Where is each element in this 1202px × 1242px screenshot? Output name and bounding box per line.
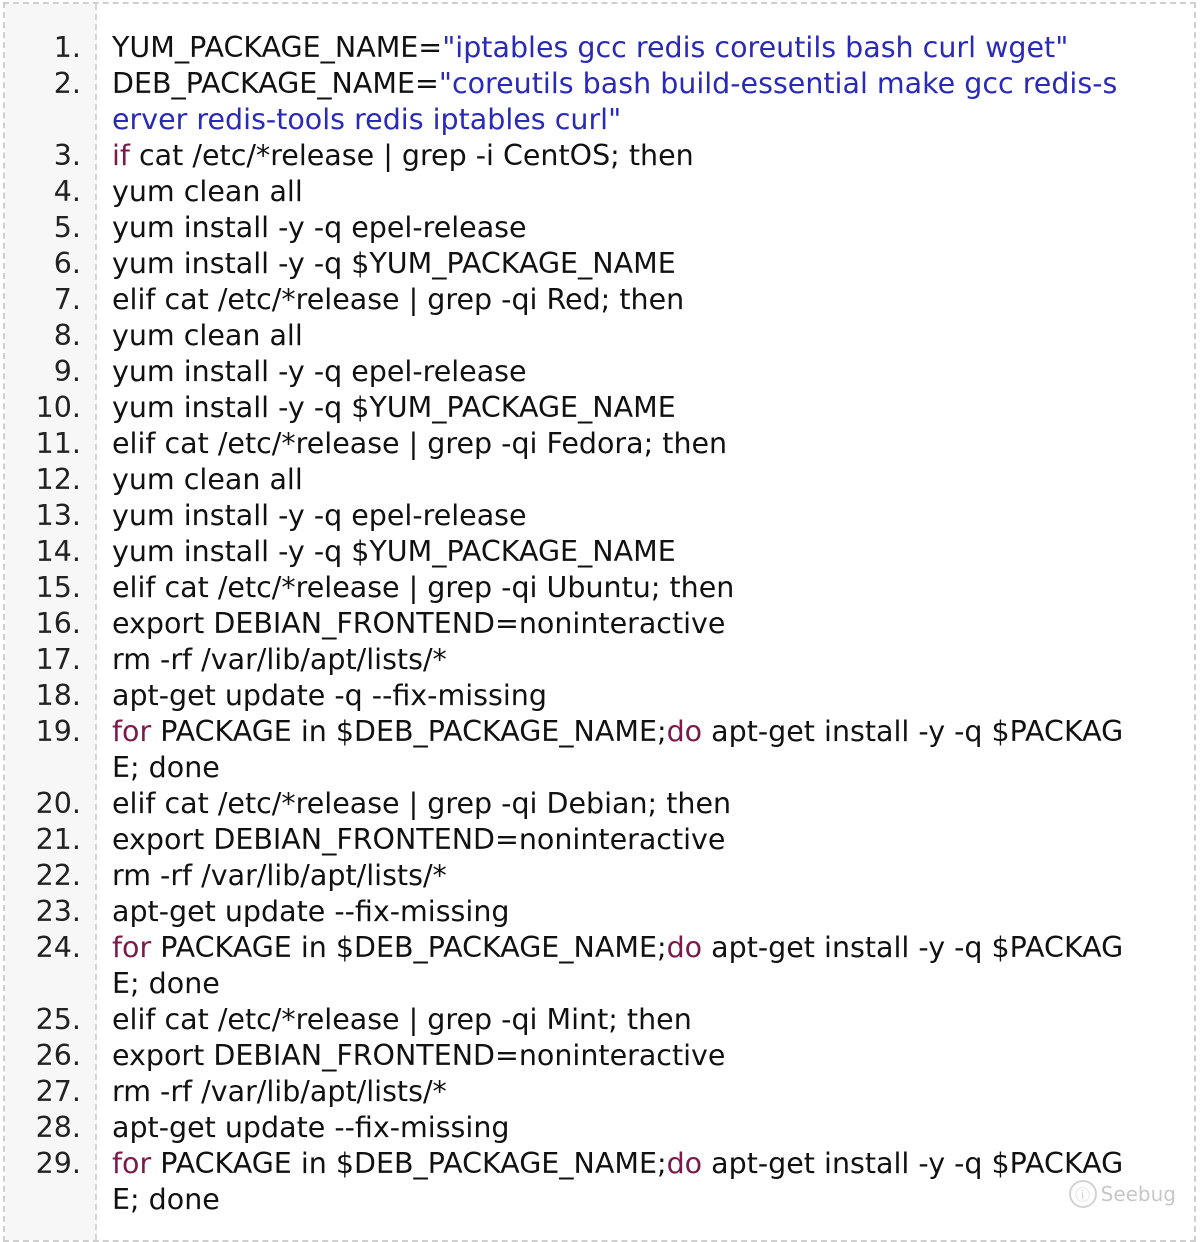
- code-token: apt-get update --fix-missing: [112, 1111, 509, 1144]
- code-token: YUM_PACKAGE_NAME=: [112, 31, 442, 64]
- code-line: [5, 1110, 1194, 1146]
- line-number: 28.: [5, 1110, 81, 1146]
- code-token: PACKAGE in $DEB_PACKAGE_NAME;: [151, 931, 666, 964]
- line-number: 20.: [5, 786, 81, 822]
- line-text: [112, 462, 1124, 498]
- watermark: [1069, 1180, 1176, 1208]
- line-text: [112, 246, 1124, 282]
- code-token: cat /etc/*release | grep -i CentOS; then: [130, 139, 694, 172]
- line-text: [112, 138, 1124, 174]
- line-number: 14.: [5, 534, 81, 570]
- code-token: yum install -y -q $YUM_PACKAGE_NAME: [112, 535, 676, 568]
- code-token: yum clean all: [112, 319, 303, 352]
- line-text: [112, 282, 1124, 318]
- line-number: 5.: [5, 210, 81, 246]
- code-token: yum clean all: [112, 463, 303, 496]
- code-token: yum install -y -q $YUM_PACKAGE_NAME: [112, 391, 676, 424]
- code-token: apt-get install -y -q $PACKAGE; done: [112, 1147, 1123, 1216]
- line-text: [112, 570, 1124, 606]
- line-text: [112, 66, 1124, 138]
- code-line: [5, 498, 1194, 534]
- line-number: 17.: [5, 642, 81, 678]
- code-token: elif cat /etc/*release | grep -qi Red; then: [112, 283, 684, 316]
- code-token: rm -rf /var/lib/apt/lists/*: [112, 1075, 447, 1108]
- line-number: 25.: [5, 1002, 81, 1038]
- code-token: elif cat /etc/*release | grep -qi Mint; then: [112, 1003, 692, 1036]
- line-number: 6.: [5, 246, 81, 282]
- line-number: 18.: [5, 678, 81, 714]
- line-text: [112, 714, 1124, 786]
- code-line: [5, 822, 1194, 858]
- line-number: 15.: [5, 570, 81, 606]
- line-text: [112, 894, 1124, 930]
- code-token: export DEBIAN_FRONTEND=noninteractive: [112, 1039, 725, 1072]
- code-token: yum install -y -q epel-release: [112, 355, 527, 388]
- line-number: 1.: [5, 30, 81, 66]
- code-token: apt-get install -y -q $PACKAGE; done: [112, 931, 1123, 1000]
- keyword-token: for: [112, 715, 151, 748]
- code-token: export DEBIAN_FRONTEND=noninteractive: [112, 823, 725, 856]
- code-line: [5, 210, 1194, 246]
- line-number: 2.: [5, 66, 81, 102]
- keyword-token: for: [112, 1147, 151, 1180]
- code-line: [5, 642, 1194, 678]
- string-token: "coreutils bash build-essential make gcc redis-server redis-tools redis iptables curl": [112, 67, 1117, 136]
- line-text: [112, 210, 1124, 246]
- line-text: [112, 354, 1124, 390]
- code-block: [3, 2, 1196, 1242]
- code-line: [5, 462, 1194, 498]
- code-line: [5, 318, 1194, 354]
- line-number: 16.: [5, 606, 81, 642]
- code-line: [5, 390, 1194, 426]
- line-text: [112, 930, 1124, 1002]
- code-line: [5, 66, 1194, 138]
- line-number: 21.: [5, 822, 81, 858]
- code-line: [5, 282, 1194, 318]
- line-number: 4.: [5, 174, 81, 210]
- code-token: DEB_PACKAGE_NAME=: [112, 67, 439, 100]
- line-text: [112, 786, 1124, 822]
- line-text: [112, 642, 1124, 678]
- line-text: [112, 426, 1124, 462]
- line-text: [112, 1038, 1124, 1074]
- code-line: [5, 174, 1194, 210]
- keyword-token: for: [112, 931, 151, 964]
- line-number: 7.: [5, 282, 81, 318]
- code-line: [5, 1146, 1194, 1218]
- code-line: [5, 894, 1194, 930]
- seebug-logo-icon: ⓘ: [1069, 1180, 1097, 1208]
- line-number: 11.: [5, 426, 81, 462]
- code-line: [5, 858, 1194, 894]
- keyword-token: do: [667, 715, 703, 748]
- code-token: apt-get install -y -q $PACKAGE; done: [112, 715, 1123, 784]
- line-number: 13.: [5, 498, 81, 534]
- code-line: [5, 30, 1194, 66]
- line-number: 22.: [5, 858, 81, 894]
- line-text: [112, 1110, 1124, 1146]
- line-number: 23.: [5, 894, 81, 930]
- line-number: 29.: [5, 1146, 81, 1182]
- line-text: [112, 318, 1124, 354]
- line-text: [112, 30, 1124, 66]
- line-text: [112, 1146, 1124, 1218]
- line-text: [112, 678, 1124, 714]
- line-number: 12.: [5, 462, 81, 498]
- code-line: [5, 426, 1194, 462]
- code-line: [5, 606, 1194, 642]
- keyword-token: do: [667, 931, 703, 964]
- keyword-token: if: [112, 139, 130, 172]
- line-text: [112, 534, 1124, 570]
- code-listing: [5, 30, 1194, 1218]
- code-token: yum install -y -q epel-release: [112, 499, 527, 532]
- code-line: [5, 354, 1194, 390]
- code-token: elif cat /etc/*release | grep -qi Fedora; then: [112, 427, 727, 460]
- code-line: [5, 534, 1194, 570]
- line-number: 19.: [5, 714, 81, 750]
- line-text: [112, 822, 1124, 858]
- line-text: [112, 174, 1124, 210]
- code-line: [5, 1002, 1194, 1038]
- code-line: [5, 138, 1194, 174]
- line-number: 27.: [5, 1074, 81, 1110]
- line-text: [112, 1002, 1124, 1038]
- code-token: apt-get update --fix-missing: [112, 895, 509, 928]
- line-text: [112, 606, 1124, 642]
- code-token: elif cat /etc/*release | grep -qi Ubuntu; then: [112, 571, 734, 604]
- code-token: apt-get update -q --fix-missing: [112, 679, 547, 712]
- code-token: PACKAGE in $DEB_PACKAGE_NAME;: [151, 715, 666, 748]
- keyword-token: do: [667, 1147, 703, 1180]
- code-token: yum clean all: [112, 175, 303, 208]
- line-number: 8.: [5, 318, 81, 354]
- code-line: [5, 678, 1194, 714]
- line-number: 10.: [5, 390, 81, 426]
- line-text: [112, 858, 1124, 894]
- line-number: 9.: [5, 354, 81, 390]
- code-token: rm -rf /var/lib/apt/lists/*: [112, 643, 447, 676]
- code-line: [5, 246, 1194, 282]
- code-token: yum install -y -q $YUM_PACKAGE_NAME: [112, 247, 676, 280]
- code-line: [5, 714, 1194, 786]
- line-number: 26.: [5, 1038, 81, 1074]
- line-number: 3.: [5, 138, 81, 174]
- code-line: [5, 786, 1194, 822]
- line-text: [112, 390, 1124, 426]
- watermark-text: Seebug: [1101, 1182, 1176, 1206]
- code-token: PACKAGE in $DEB_PACKAGE_NAME;: [151, 1147, 666, 1180]
- code-token: rm -rf /var/lib/apt/lists/*: [112, 859, 447, 892]
- line-text: [112, 1074, 1124, 1110]
- line-text: [112, 498, 1124, 534]
- line-number: 24.: [5, 930, 81, 966]
- code-token: elif cat /etc/*release | grep -qi Debian; then: [112, 787, 731, 820]
- code-line: [5, 1074, 1194, 1110]
- code-line: [5, 570, 1194, 606]
- string-token: "iptables gcc redis coreutils bash curl wget": [442, 31, 1068, 64]
- code-token: yum install -y -q epel-release: [112, 211, 527, 244]
- code-line: [5, 1038, 1194, 1074]
- code-line: [5, 930, 1194, 1002]
- code-token: export DEBIAN_FRONTEND=noninteractive: [112, 607, 725, 640]
